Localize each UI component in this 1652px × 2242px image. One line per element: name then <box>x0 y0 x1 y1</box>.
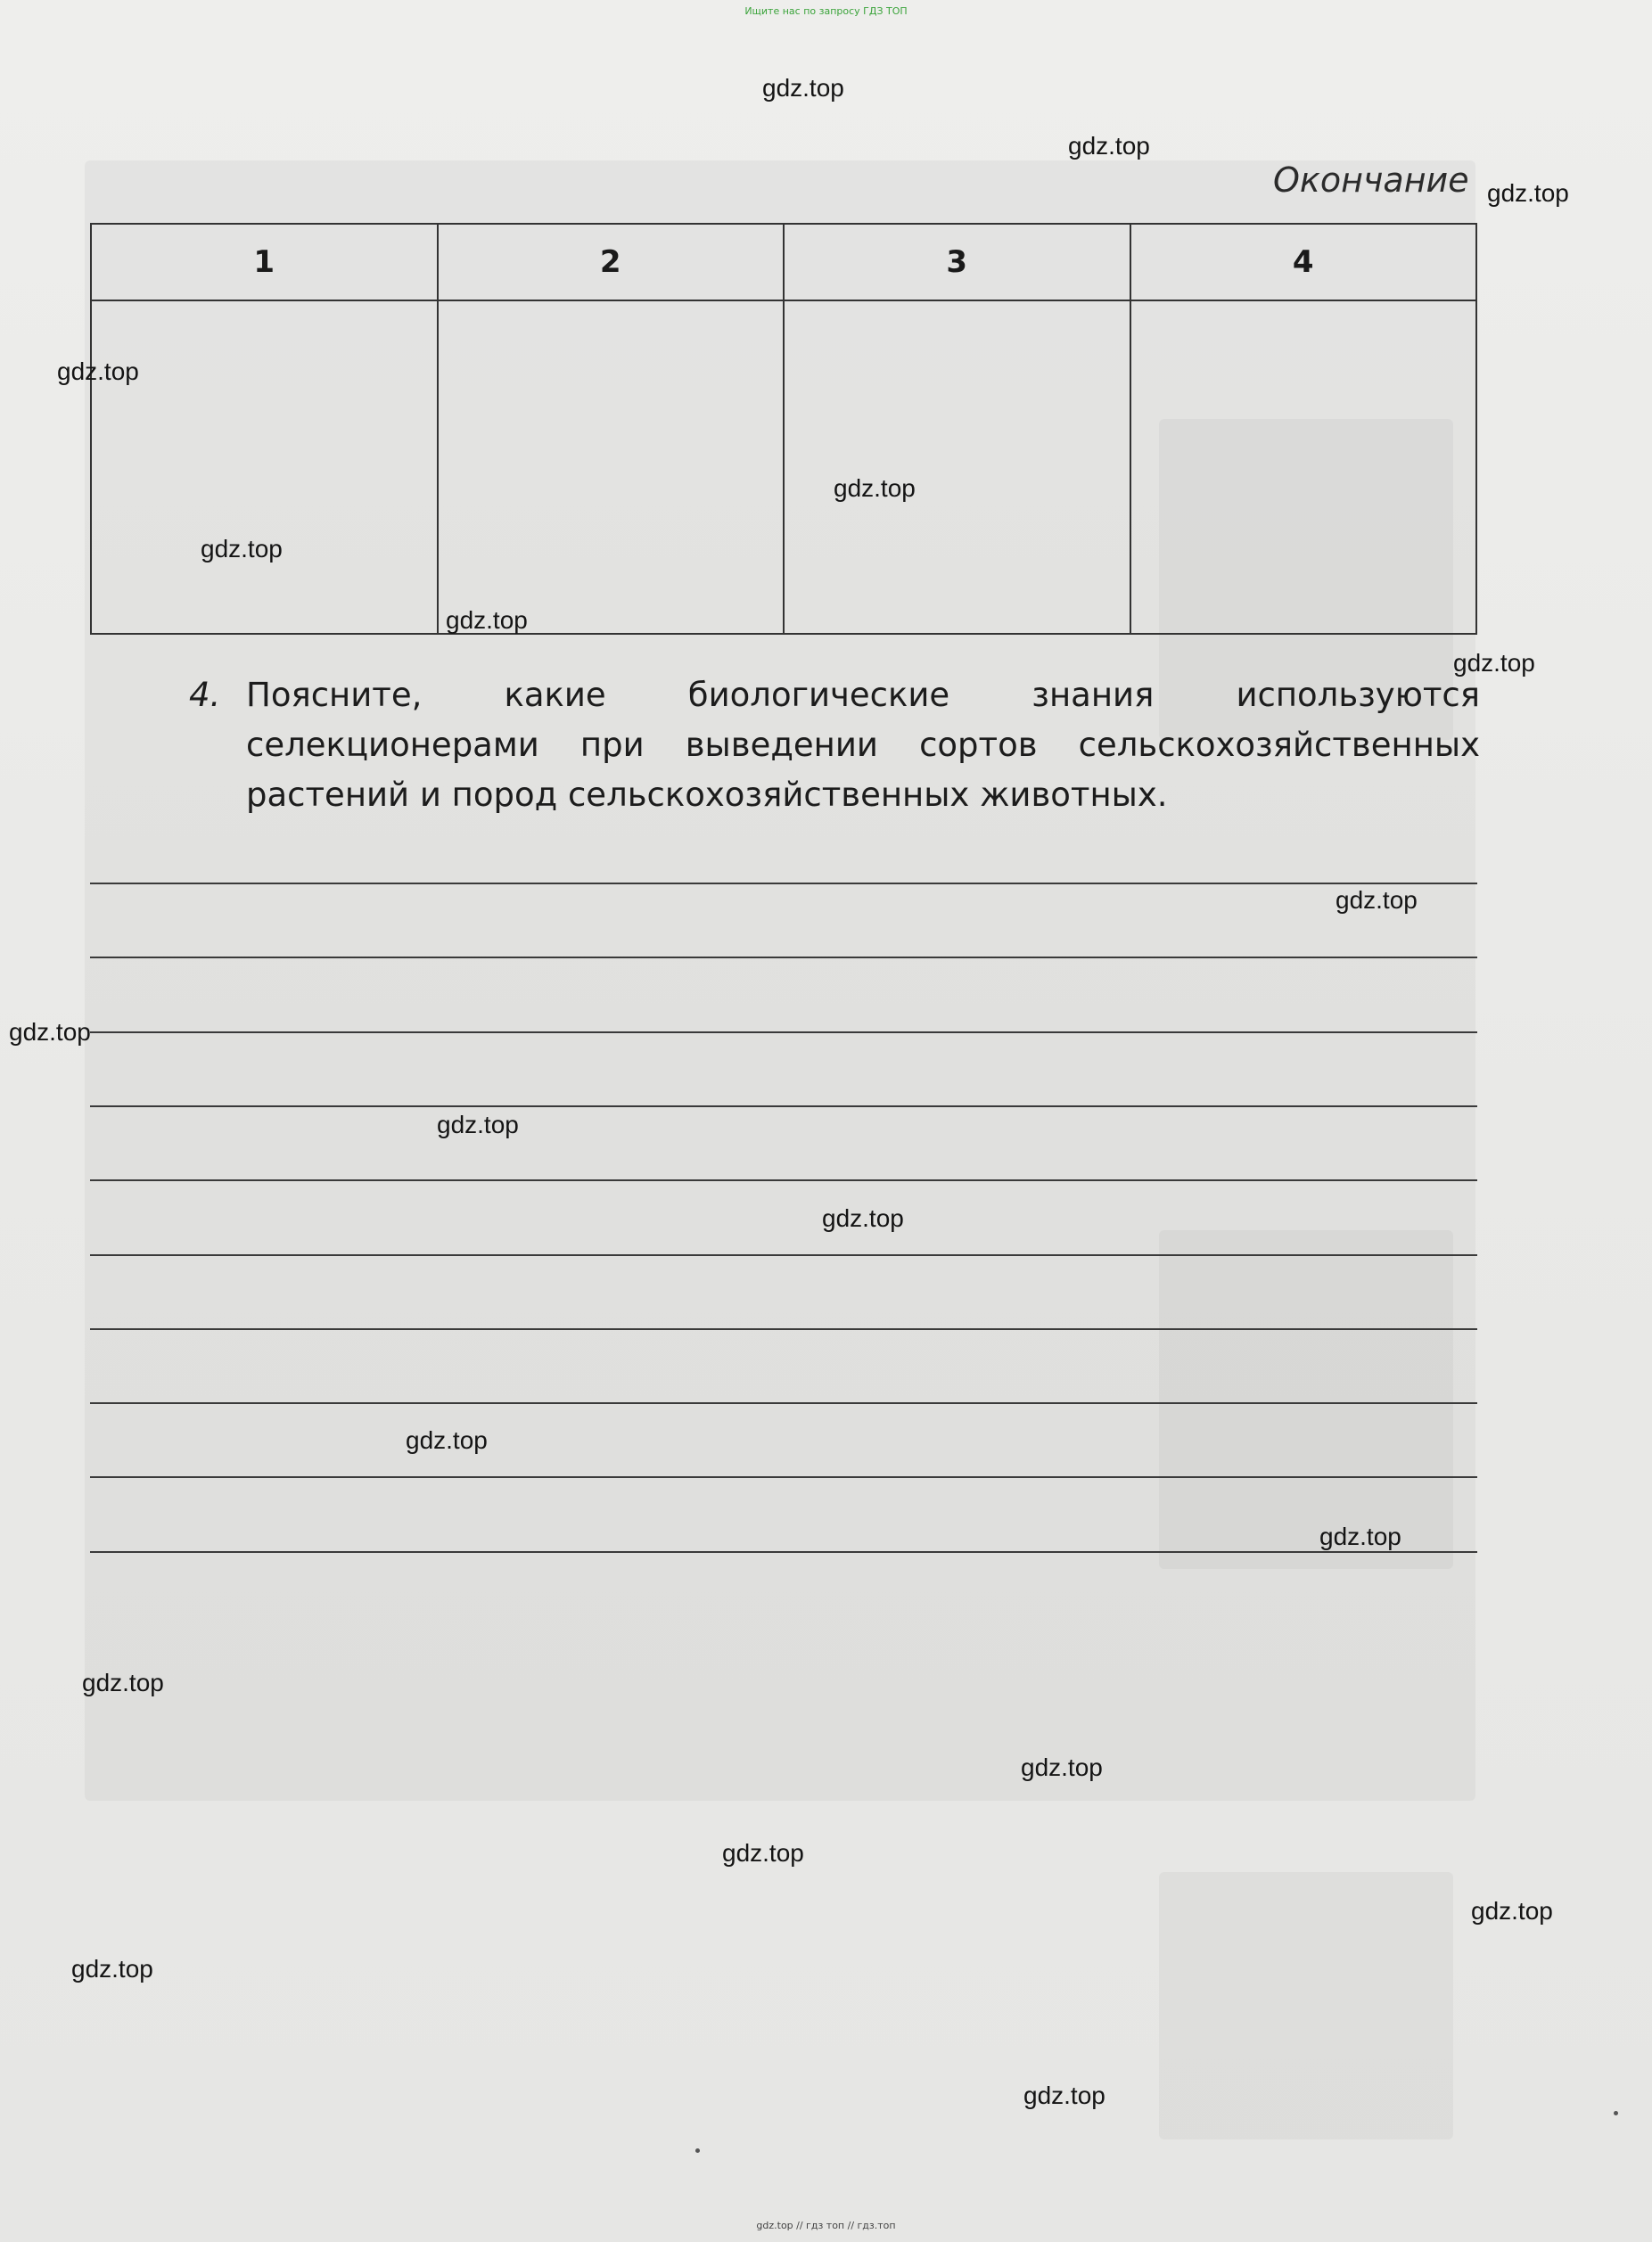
watermark: gdz.top <box>82 1669 164 1696</box>
watermark: gdz.top <box>1336 886 1418 914</box>
task-text: Поясните, какие биологические знания используются селекционерами при выведении сортов сельскохозяйственных растений и пород сельскохозяйственных животных. <box>246 676 1480 814</box>
scan-speck <box>695 2148 700 2153</box>
watermark: gdz.top <box>1023 2082 1105 2109</box>
watermark: gdz.top <box>762 74 844 102</box>
watermark: gdz.top <box>406 1426 488 1454</box>
answer-line[interactable] <box>90 957 1477 958</box>
watermark: gdz.top <box>71 1955 153 1983</box>
watermark: gdz.top <box>834 474 916 502</box>
task-4 <box>189 670 1480 820</box>
answer-line[interactable] <box>90 1402 1477 1404</box>
watermark: gdz.top <box>1471 1897 1553 1925</box>
watermark: gdz.top <box>1021 1753 1103 1781</box>
answer-line[interactable] <box>90 1105 1477 1107</box>
bleed-through-portrait <box>1159 1230 1453 1569</box>
scan-speck <box>1614 2111 1618 2115</box>
bottom-link[interactable]: gdz.top // гдз топ // гдз.топ <box>756 2220 896 2231</box>
answer-table <box>90 223 1477 635</box>
watermark: gdz.top <box>1068 132 1150 160</box>
watermark: gdz.top <box>446 606 528 634</box>
watermark: gdz.top <box>437 1111 519 1138</box>
watermark: gdz.top <box>201 535 283 563</box>
table-header-col-2: 2 <box>438 224 785 300</box>
answer-line[interactable] <box>90 1551 1477 1553</box>
watermark: gdz.top <box>722 1839 804 1867</box>
table-cell-answer[interactable] <box>1130 300 1477 634</box>
answer-line[interactable] <box>90 1254 1477 1256</box>
watermark: gdz.top <box>1319 1523 1401 1550</box>
table-cell-answer[interactable] <box>91 300 438 634</box>
task-number: 4. <box>189 676 221 714</box>
answer-line[interactable] <box>90 1031 1477 1033</box>
top-search-link[interactable]: Ищите нас по запросу ГДЗ ТОП <box>744 5 908 17</box>
table-cell-answer[interactable] <box>438 300 785 634</box>
answer-line[interactable] <box>90 1476 1477 1478</box>
watermark: gdz.top <box>1453 649 1535 677</box>
table-header-col-3: 3 <box>784 224 1130 300</box>
watermark: gdz.top <box>822 1204 904 1232</box>
answer-line[interactable] <box>90 1179 1477 1181</box>
watermark: gdz.top <box>57 357 139 385</box>
table-header-col-1: 1 <box>91 224 438 300</box>
bleed-through-portrait <box>1159 1872 1453 2139</box>
continuation-label: Окончание <box>1273 160 1469 200</box>
watermark: gdz.top <box>1487 179 1569 207</box>
watermark: gdz.top <box>9 1018 91 1046</box>
table-header-col-4: 4 <box>1130 224 1477 300</box>
answer-line[interactable] <box>90 1328 1477 1330</box>
answer-line[interactable] <box>90 883 1477 884</box>
table-cell-answer[interactable] <box>784 300 1130 634</box>
